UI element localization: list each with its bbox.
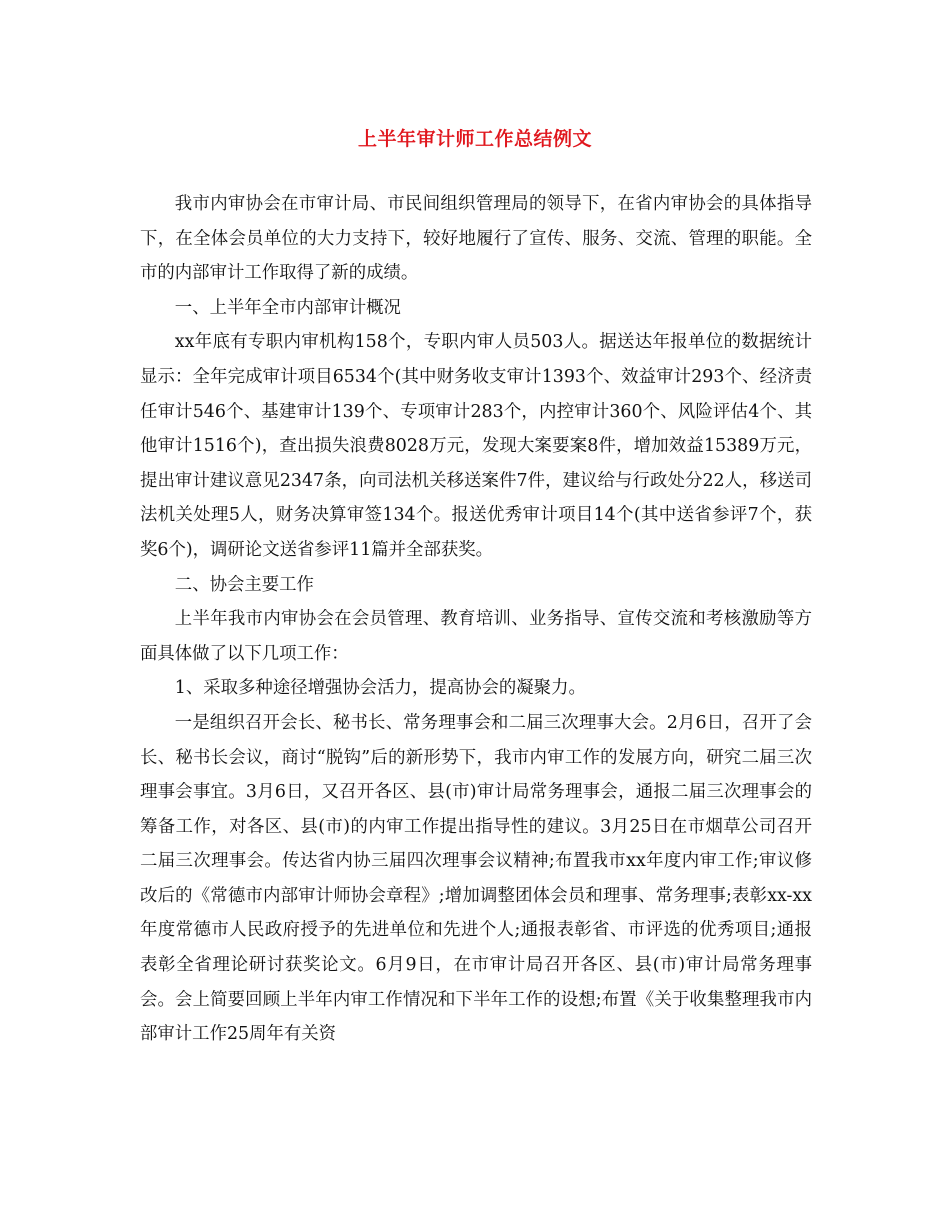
paragraph-intro: 我市内审协会在市审计局、市民间组织管理局的领导下，在省内审协会的具体指导下，在全体会员单位的大力支持下，较好地履行了宣传、服务、交流、管理的职能。全市的内部审计工作取得了新的成绩。 xyxy=(140,194,812,284)
subheading-item-1: 1、采取多种途径增强协会活力，提高协会的凝聚力。 xyxy=(174,678,586,699)
section-heading-main-work: 二、协会主要工作 xyxy=(174,574,314,595)
document-body xyxy=(140,187,812,1052)
paragraph-meetings: 一是组织召开会长、秘书长、常务理事会和二届三次理事大会。2月6日，召开了会长、秘书长会议，商讨“脱钩”后的新形势下，我市内审工作的发展方向，研究二届三次理事会事宜。3月6日，又召开各区、县(市)审计局常务理事会，通报二届三次理事会的筹备工作，对各区、县(市)的内审工作提出指导性的建议。3月25日在市烟草公司召开二届三次理事会。传达省内协三届四次理事会议精神;布置我市xx年度内审工作;审议修改后的《常德市内部审计师协会章程》;增加调整团体会员和理事、常务理事;表彰xx-xx年度常德市人民政府授予的先进单位和先进个人;通报表彰省、市评选的优秀项目;通报表彰全省理论研讨获奖论文。6月9日，在市审计局召开各区、县(市)审计局常务理事会。会上简要回顾上半年内审工作情况和下半年工作的设想;布置《关于收集整理我市内部审计工作25周年有关资 xyxy=(140,712,812,1045)
paragraph-statistics: xx年底有专职内审机构158个，专职内审人员503人。据送达年报单位的数据统计显示：全年完成审计项目6534个(其中财务收支审计1393个、效益审计293个、经济责任审计546个、基建审计139个、专项审计283个，内控审计360个、风险评估4个、其他审计1516个)，查出损失浪费8028万元，发现大案要案8件，增加效益15389万元，提出审计建议意见2347条，向司法机关移送案件7件，建议给与行政处分22人，移送司法机关处理5人，财务决算审签134个。报送优秀审计项目14个(其中送省参评7个，获奖6个)，调研论文送省参评11篇并全部获奖。 xyxy=(140,332,812,560)
document-title: 上半年审计师工作总结例文 xyxy=(357,128,592,150)
paragraph-work-overview: 上半年我市内审协会在会员管理、教育培训、业务指导、宣传交流和考核激励等方面具体做了以下几项工作： xyxy=(140,609,812,664)
section-heading-overview: 一、上半年全市内部审计概况 xyxy=(174,297,401,318)
